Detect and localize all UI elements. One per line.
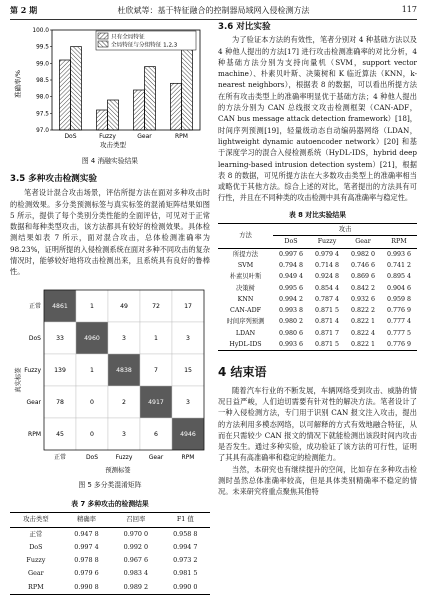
cm-row-label: Gear — [26, 398, 41, 406]
section-3-5-heading: 3.5 多种攻击检测实验 — [10, 174, 97, 184]
table-cell: 0.895 4 — [386, 273, 412, 281]
table-cell: 0.871 5 — [314, 307, 340, 315]
bar-fuzzy-series-2 — [108, 100, 119, 130]
section-3-6-paragraph: 为了验证本方法的有效性，笔者分别对 4 种基础方法以及 4 种他人提出的方法[17] 进行攻击检测准确率的对比分析，4 种基础方法分别为支持向量机（SVM，support vector machine）、朴素贝叶斯、决策树和 K 临近算法（KNN，k-nearest neighbors），根据表 8 的数据，可以看出所提方法在所有攻击类型上的准确率明显优于基础方法；4 种他人提出的方法分别为 CAN 总线报文攻击检测框架（CAN-ADF，CAN bus message attack detection framework）[18]，时间序列预测[19]，轻量级动态自动编码器网络（LDAN，lightweight dynamic autoencoder network）[20] 和基于深度学习的混合入侵检测系统（HyDL-IDS，hybrid deep learning-based intrusion detection system）[21]，根据表 8 的数据，可见所提方法在大多数攻击类型上的准确率相当或略优于其他方法。综合上述的对比，笔者提出的方法具有可行性，并且在不同种类的攻击检测中具有高准确率与稳定性。 — [218, 35, 417, 203]
cm-cell-value: 7 — [154, 366, 158, 374]
section-3-6-heading: 3.6 对比实验 — [218, 22, 271, 32]
y-axis-label: 准确率/% — [14, 70, 22, 98]
table-cell: 0.777 5 — [386, 329, 412, 337]
table-cell: 0.980 6 — [278, 329, 304, 337]
table-cell: 所提方法 — [232, 250, 259, 258]
table-cell: 0.949 4 — [278, 273, 304, 281]
table-cell: 0.787 4 — [314, 295, 340, 303]
cm-cell-value: 2 — [122, 398, 126, 406]
cm-cell-value: 4960 — [84, 334, 100, 342]
cm-cell-value: 33 — [56, 334, 64, 342]
cm-cell-value: 72 — [152, 302, 160, 310]
figure-5-caption: 图 5 多分类混淆矩阵 — [78, 480, 142, 489]
table-cell: 0.871 7 — [314, 329, 340, 337]
right-column — [218, 22, 417, 498]
cm-row-label: DoS — [28, 334, 41, 342]
issue-number: 第 2 期 — [10, 5, 38, 15]
confusion-matrix — [10, 284, 210, 476]
table-cell: 0.979 6 — [74, 569, 99, 578]
conclusion-paragraph-2: 当然，本研究也有继续提升的空间，比如存在多种攻击检测时虽然总体准确率较高，但是具体类别精确率不稳定的情况。未来研究将重点聚焦其他特 — [218, 464, 417, 497]
table-cell: 0.973 2 — [173, 556, 198, 565]
table-cell: HyDL-IDS — [218, 339, 273, 351]
table-cell: 0.822 1 — [345, 339, 381, 351]
left-column — [10, 22, 210, 595]
y-tick-label: 97.5 — [36, 111, 49, 118]
x-tick-label: RPM — [175, 133, 188, 140]
table-cell: 0.959 8 — [386, 295, 412, 303]
cm-cell-value: 45 — [56, 430, 64, 438]
table-cell: 0.822 1 — [350, 318, 376, 326]
table-cell: 正常 — [29, 529, 43, 538]
table-cell: 0.746 6 — [350, 261, 376, 269]
table-cell: 0.997 6 — [278, 250, 304, 258]
table-cell: 0.714 8 — [314, 261, 340, 269]
bar-dos-series-1 — [60, 60, 71, 130]
table-row — [218, 305, 417, 316]
table-cell: 0.983 4 — [123, 569, 149, 578]
table-cell: LDAN — [235, 329, 256, 337]
table-row — [10, 581, 210, 595]
table-cell: 0.776 9 — [386, 307, 412, 315]
section-3-5-paragraph: 笔者设计混合攻击场景，评估所提方法在面对多种攻击时的检测效果。多分类预测标签与真实标签的混淆矩阵结果如图 5 所示，提供了每个类别分类性能的全面评估，可见对于正常数据和每种类型攻击，该方法都具有较好的检测效果。具体检测结果如表 7 所示，面对混合攻击，总体检测准确率为 98.23%，证明所提的入侵检测系统在面对多种不同攻击的复杂情况时，能够较好地将攻击检测出来，且系统具有良好的鲁棒性。 — [10, 188, 210, 277]
cm-y-label: 真实标签 — [15, 367, 22, 393]
x-tick-label: DoS — [64, 133, 77, 140]
cm-col-label: DoS — [85, 453, 99, 461]
cm-cell-value: 3 — [186, 334, 190, 342]
table-row — [218, 339, 417, 351]
table-row — [10, 567, 210, 580]
table-cell: 0.904 6 — [386, 284, 412, 292]
table-cell: 0.980 2 — [278, 318, 304, 326]
table-cell: 0.776 9 — [381, 339, 417, 351]
section-4-heading: 4 结束语 — [218, 365, 267, 380]
table-cell: 0.992 0 — [123, 542, 149, 551]
cm-cell-value: 0 — [90, 430, 94, 438]
table-7 — [10, 512, 210, 595]
x-tick-label: Fuzzy — [99, 133, 116, 140]
table-row — [218, 260, 417, 271]
bar-fuzzy-series-1 — [97, 110, 108, 130]
table-row — [218, 283, 417, 294]
table-cell: 0.794 8 — [278, 261, 304, 269]
table-cell: 0.924 8 — [314, 273, 340, 281]
cm-cell-value: 0 — [90, 398, 94, 406]
y-tick-label: 99.5 — [36, 44, 49, 51]
cm-col-label: Fuzzy — [115, 453, 133, 461]
table-cell: 0.993 6 — [273, 339, 309, 351]
cm-cell-value: 1 — [90, 302, 94, 310]
table-cell: Fuzzy — [26, 556, 46, 565]
cm-row-label: 正常 — [28, 302, 41, 310]
table-7-header: 攻击类型 — [10, 513, 62, 527]
table-row — [218, 294, 417, 305]
cm-row-label: RPM — [28, 430, 41, 438]
table-cell: 时间序列预测 — [226, 318, 265, 326]
legend-swatch — [98, 33, 108, 39]
bar-dos-series-2 — [71, 47, 82, 130]
figure-4 — [10, 22, 210, 165]
table-cell: 0.777 4 — [386, 318, 412, 326]
table-7-header: 召回率 — [111, 513, 160, 527]
y-tick-label: 97.0 — [36, 128, 49, 134]
table-cell: 0.990 0 — [161, 581, 210, 595]
table-cell: 0.982 0 — [350, 250, 376, 258]
table-cell: 0.970 0 — [123, 529, 149, 538]
cm-cell-value: 3 — [122, 430, 126, 438]
cm-cell-value: 139 — [54, 366, 66, 374]
cm-cell-value: 4838 — [116, 366, 132, 374]
table-row — [10, 554, 210, 567]
table-row — [10, 541, 210, 554]
cm-col-label: RPM — [181, 453, 195, 461]
cm-cell-value: 15 — [184, 366, 192, 374]
table-8-caption: 表 8 对比实验结果 — [288, 210, 347, 219]
method-header: 方法 — [218, 224, 273, 249]
cm-cell-value: 3 — [186, 398, 190, 406]
table-cell: 0.822 4 — [350, 329, 376, 337]
table-row — [218, 248, 417, 260]
table-cell: 0.932 6 — [350, 295, 376, 303]
table-8-attack-type: RPM — [381, 236, 417, 248]
table-cell: CAN-ADF — [230, 307, 261, 315]
x-axis-label: 攻击类型 — [100, 141, 126, 149]
table-row — [10, 527, 210, 541]
cm-col-label: Gear — [148, 453, 164, 461]
x-tick-label: Gear — [137, 133, 152, 140]
table-cell: 0.989 2 — [111, 581, 160, 595]
table-cell: 0.822 2 — [350, 307, 376, 315]
cm-row-label: Fuzzy — [24, 366, 41, 374]
cm-cell-value: 49 — [120, 302, 128, 310]
cm-x-label: 预测标签 — [105, 466, 131, 474]
attack-header: 攻击 — [273, 224, 417, 236]
bar-gear-series-2 — [145, 67, 156, 130]
table-8 — [218, 223, 417, 351]
table-cell: 0.993 6 — [386, 250, 412, 258]
table-cell: 0.993 8 — [278, 307, 304, 315]
table-cell: 0.978 8 — [74, 556, 99, 565]
table-8-attack-type: Gear — [345, 236, 381, 248]
legend-swatch — [98, 41, 108, 47]
cm-col-label: 正常 — [53, 453, 67, 461]
cm-cell-value: 3 — [122, 334, 126, 342]
header-rule — [10, 19, 417, 20]
table-cell: 0.741 2 — [386, 261, 412, 269]
cm-cell-value: 17 — [184, 302, 192, 310]
cm-cell-value: 4946 — [180, 430, 196, 438]
table-cell: 0.979 4 — [314, 250, 340, 258]
table-cell: 0.994 2 — [278, 295, 304, 303]
legend-label: 只有全局特征 — [111, 34, 145, 41]
y-tick-label: 98.0 — [36, 94, 49, 101]
table-cell: 决策树 — [236, 284, 255, 292]
table-cell: DoS — [29, 542, 43, 551]
figure-4-caption: 图 4 消融实验结果 — [81, 157, 139, 165]
table-cell: 0.958 8 — [173, 529, 198, 538]
table-cell: 0.997 4 — [74, 542, 99, 551]
cm-cell-value: 4917 — [148, 398, 164, 406]
figure-5 — [10, 284, 210, 476]
y-tick-label: 100.0 — [32, 28, 49, 34]
table-cell: 0.871 4 — [314, 318, 340, 326]
table-7-header: 精确率 — [62, 513, 111, 527]
table-row — [218, 328, 417, 339]
conclusion-paragraph-1: 随着汽车行业的不断发展，车辆网络受到攻击、威胁的情况日益严峻，人们迫切需要有针对性的解决方法。笔者设计了一种入侵检测方法，专门用于识别 CAN 报文注入攻击，提出的方法利用多模态网络，以可解释的方式有效地融合特征，从而在只需较少 CAN 报文的情况下就能检测出该段时间内攻击是否发生。通过多种实验，成功验证了该方法的可行性，证明了其具有高准确率和稳定的检测能力。 — [218, 385, 417, 463]
table-row — [218, 316, 417, 327]
table-cell: KNN — [237, 295, 254, 303]
table-cell: 0.947 8 — [74, 529, 99, 538]
running-header — [10, 5, 417, 19]
y-tick-label: 99.0 — [36, 61, 49, 68]
table-cell: SVM — [237, 261, 254, 269]
table-cell: 朴素贝叶斯 — [229, 273, 262, 281]
ablation-bar-chart — [10, 22, 210, 154]
table-cell: 0.990 8 — [62, 581, 111, 595]
table-cell: 0.869 6 — [350, 273, 376, 281]
cm-cell-value: 1 — [154, 334, 158, 342]
legend-label: 全局特征与分组特征 1,2,3 — [111, 42, 178, 49]
table-cell: 0.994 7 — [173, 542, 198, 551]
table-row — [218, 271, 417, 282]
bar-rpm-series-2 — [182, 43, 193, 130]
cm-cell-value: 4861 — [52, 302, 68, 310]
y-tick-label: 98.5 — [36, 78, 49, 84]
table-cell: 0.854 4 — [314, 284, 340, 292]
table-8-attack-type: Fuzzy — [309, 236, 345, 248]
table-8-attack-type: DoS — [273, 236, 309, 248]
table-cell: 0.842 2 — [350, 284, 376, 292]
page-number: 117 — [401, 5, 417, 14]
table-cell: Gear — [27, 569, 44, 578]
table-cell: 0.967 6 — [123, 556, 149, 565]
table-cell: RPM — [10, 581, 62, 595]
table-7-caption: 表 7 多种攻击的检测结果 — [71, 499, 149, 508]
table-cell: 0.981 5 — [173, 569, 198, 578]
running-title: 杜欣斌等：基于特征融合的控制器局域网入侵检测方法 — [117, 6, 310, 15]
cm-cell-value: 1 — [90, 366, 94, 374]
bar-gear-series-1 — [134, 90, 145, 130]
cm-cell-value: 6 — [154, 430, 158, 438]
table-cell: 0.995 6 — [278, 284, 304, 292]
table-7-header: F1 值 — [161, 513, 210, 527]
table-cell: 0.871 5 — [309, 339, 345, 351]
bar-rpm-series-1 — [171, 83, 182, 130]
cm-cell-value: 78 — [56, 398, 64, 406]
